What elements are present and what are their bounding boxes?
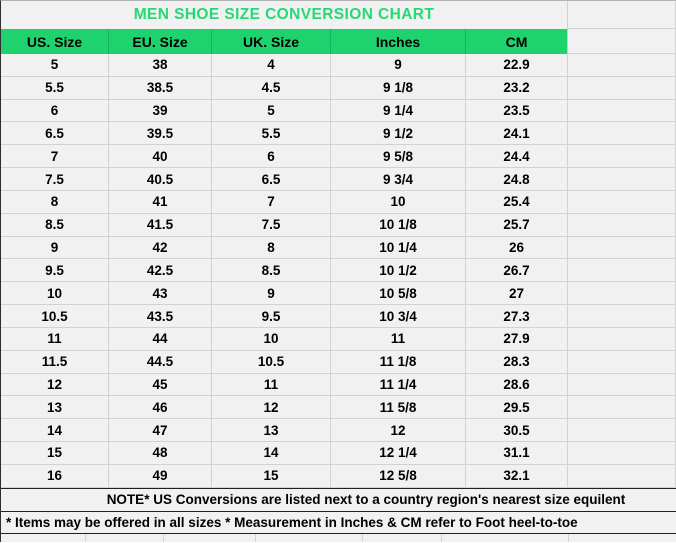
size-cell: 12 bbox=[331, 419, 466, 442]
size-cell: 24.1 bbox=[466, 122, 568, 145]
size-cell: 15 bbox=[212, 465, 331, 488]
size-cell: 28.3 bbox=[466, 351, 568, 374]
size-cell: 44.5 bbox=[109, 351, 212, 374]
size-cell: 44 bbox=[109, 328, 212, 351]
size-cell: 12 bbox=[1, 374, 109, 397]
empty-cell bbox=[568, 419, 676, 442]
size-cell: 14 bbox=[1, 419, 109, 442]
empty-cell bbox=[568, 191, 676, 214]
table-row bbox=[1, 237, 676, 260]
empty-cell bbox=[568, 237, 676, 260]
gridline bbox=[255, 534, 256, 542]
size-cell: 9.5 bbox=[1, 259, 109, 282]
size-cell: 11 1/4 bbox=[331, 374, 466, 397]
table-row bbox=[1, 214, 676, 237]
title-row bbox=[1, 1, 676, 29]
size-cell: 48 bbox=[109, 442, 212, 465]
size-cell: 43 bbox=[109, 282, 212, 305]
empty-cell bbox=[568, 374, 676, 397]
size-cell: 4.5 bbox=[212, 77, 331, 100]
size-cell: 9 5/8 bbox=[331, 145, 466, 168]
size-cell: 5 bbox=[212, 100, 331, 123]
size-cell: 11 bbox=[212, 374, 331, 397]
table-row bbox=[1, 100, 676, 123]
table-row bbox=[1, 145, 676, 168]
size-cell: 7 bbox=[212, 191, 331, 214]
empty-cell bbox=[568, 168, 676, 191]
size-cell: 41 bbox=[109, 191, 212, 214]
table-row bbox=[1, 77, 676, 100]
size-cell: 10.5 bbox=[212, 351, 331, 374]
table-row bbox=[1, 442, 676, 465]
empty-cell bbox=[568, 145, 676, 168]
table-row bbox=[1, 351, 676, 374]
size-cell: 10 1/8 bbox=[331, 214, 466, 237]
size-cell: 10 1/4 bbox=[331, 237, 466, 260]
size-cell: 7.5 bbox=[1, 168, 109, 191]
size-cell: 4 bbox=[212, 54, 331, 77]
empty-cell bbox=[568, 77, 676, 100]
note-row-2 bbox=[1, 511, 676, 534]
size-cell: 10 3/4 bbox=[331, 305, 466, 328]
table-row bbox=[1, 305, 676, 328]
header-row bbox=[1, 29, 676, 54]
size-cell: 41.5 bbox=[109, 214, 212, 237]
empty-cell bbox=[568, 442, 676, 465]
partial-next-table-row bbox=[1, 534, 676, 542]
size-cell: 5.5 bbox=[1, 77, 109, 100]
column-header-inches: Inches bbox=[331, 29, 466, 54]
empty-cell bbox=[568, 54, 676, 77]
size-cell: 38 bbox=[109, 54, 212, 77]
size-cell: 9 bbox=[331, 54, 466, 77]
size-cell: 46 bbox=[109, 396, 212, 419]
table-row bbox=[1, 282, 676, 305]
size-cell: 49 bbox=[109, 465, 212, 488]
size-cell: 9 1/8 bbox=[331, 77, 466, 100]
size-cell: 5 bbox=[1, 54, 109, 77]
size-cell: 10.5 bbox=[1, 305, 109, 328]
size-cell: 10 bbox=[212, 328, 331, 351]
size-cell: 43.5 bbox=[109, 305, 212, 328]
size-cell: 9 1/4 bbox=[331, 100, 466, 123]
table-row bbox=[1, 259, 676, 282]
size-cell: 22.9 bbox=[466, 54, 568, 77]
column-header-cm: CM bbox=[466, 29, 568, 54]
gridline bbox=[362, 534, 363, 542]
empty-cell bbox=[568, 259, 676, 282]
size-cell: 39.5 bbox=[109, 122, 212, 145]
size-cell: 10 bbox=[331, 191, 466, 214]
gridline bbox=[85, 534, 86, 542]
table-row bbox=[1, 168, 676, 191]
table-row bbox=[1, 465, 676, 488]
table-row bbox=[1, 374, 676, 397]
size-cell: 10 5/8 bbox=[331, 282, 466, 305]
gridline bbox=[163, 534, 164, 542]
size-cell: 14 bbox=[212, 442, 331, 465]
gridline bbox=[568, 534, 569, 542]
size-cell: 23.5 bbox=[466, 100, 568, 123]
size-cell: 7 bbox=[1, 145, 109, 168]
size-cell: 27.9 bbox=[466, 328, 568, 351]
size-cell: 31.1 bbox=[466, 442, 568, 465]
size-cell: 23.2 bbox=[466, 77, 568, 100]
size-cell: 15 bbox=[1, 442, 109, 465]
note-row-1 bbox=[1, 488, 676, 511]
size-cell: 6 bbox=[1, 100, 109, 123]
empty-cell bbox=[568, 122, 676, 145]
size-cell: 26 bbox=[466, 237, 568, 260]
size-cell: 16 bbox=[1, 465, 109, 488]
size-cell: 8 bbox=[1, 191, 109, 214]
size-cell: 12 1/4 bbox=[331, 442, 466, 465]
size-cell: 7.5 bbox=[212, 214, 331, 237]
table-body bbox=[1, 54, 676, 488]
empty-cell bbox=[568, 328, 676, 351]
size-cell: 38.5 bbox=[109, 77, 212, 100]
empty-cell bbox=[568, 396, 676, 419]
table-row bbox=[1, 54, 676, 77]
size-cell: 27 bbox=[466, 282, 568, 305]
size-cell: 13 bbox=[212, 419, 331, 442]
table-row bbox=[1, 191, 676, 214]
empty-cell bbox=[568, 100, 676, 123]
empty-cell bbox=[568, 282, 676, 305]
empty-cell bbox=[568, 29, 676, 54]
size-cell: 40.5 bbox=[109, 168, 212, 191]
size-cell: 9 1/2 bbox=[331, 122, 466, 145]
size-cell: 8.5 bbox=[1, 214, 109, 237]
size-cell: 24.8 bbox=[466, 168, 568, 191]
note-text-2: * Items may be offered in all sizes * Measurement in Inches & CM refer to Foot heel-to-toe bbox=[6, 514, 578, 530]
size-cell: 24.4 bbox=[466, 145, 568, 168]
size-cell: 6.5 bbox=[1, 122, 109, 145]
page-title: MEN SHOE SIZE CONVERSION CHART bbox=[1, 1, 568, 29]
size-cell: 9 3/4 bbox=[331, 168, 466, 191]
size-cell: 11 1/8 bbox=[331, 351, 466, 374]
size-cell: 47 bbox=[109, 419, 212, 442]
size-cell: 9 bbox=[212, 282, 331, 305]
table-row bbox=[1, 122, 676, 145]
size-cell: 25.7 bbox=[466, 214, 568, 237]
size-cell: 39 bbox=[109, 100, 212, 123]
size-cell: 12 5/8 bbox=[331, 465, 466, 488]
size-cell: 10 1/2 bbox=[331, 259, 466, 282]
empty-cell bbox=[568, 305, 676, 328]
size-cell: 6.5 bbox=[212, 168, 331, 191]
size-cell: 5.5 bbox=[212, 122, 331, 145]
size-cell: 40 bbox=[109, 145, 212, 168]
table-row bbox=[1, 396, 676, 419]
empty-cell bbox=[568, 465, 676, 488]
size-cell: 45 bbox=[109, 374, 212, 397]
size-cell: 30.5 bbox=[466, 419, 568, 442]
size-cell: 12 bbox=[212, 396, 331, 419]
size-cell: 8 bbox=[212, 237, 331, 260]
empty-cell bbox=[568, 351, 676, 374]
size-cell: 11 5/8 bbox=[331, 396, 466, 419]
size-cell: 9.5 bbox=[212, 305, 331, 328]
note-text-1: NOTE* US Conversions are listed next to a country region's nearest size equilent bbox=[106, 492, 626, 508]
size-cell: 26.7 bbox=[466, 259, 568, 282]
size-cell: 9 bbox=[1, 237, 109, 260]
size-cell: 28.6 bbox=[466, 374, 568, 397]
size-cell: 11 bbox=[331, 328, 466, 351]
size-cell: 32.1 bbox=[466, 465, 568, 488]
empty-cell bbox=[568, 1, 676, 29]
size-cell: 42.5 bbox=[109, 259, 212, 282]
size-cell: 13 bbox=[1, 396, 109, 419]
size-cell: 6 bbox=[212, 145, 331, 168]
size-cell: 27.3 bbox=[466, 305, 568, 328]
size-cell: 11.5 bbox=[1, 351, 109, 374]
size-cell: 11 bbox=[1, 328, 109, 351]
empty-cell bbox=[568, 214, 676, 237]
table-row bbox=[1, 328, 676, 351]
size-cell: 29.5 bbox=[466, 396, 568, 419]
gridline bbox=[441, 534, 442, 542]
size-cell: 25.4 bbox=[466, 191, 568, 214]
table-row bbox=[1, 419, 676, 442]
size-cell: 42 bbox=[109, 237, 212, 260]
size-cell: 10 bbox=[1, 282, 109, 305]
column-header-us-size: US. Size bbox=[1, 29, 109, 54]
size-cell: 8.5 bbox=[212, 259, 331, 282]
column-header-uk-size: UK. Size bbox=[212, 29, 331, 54]
column-header-eu-size: EU. Size bbox=[109, 29, 212, 54]
